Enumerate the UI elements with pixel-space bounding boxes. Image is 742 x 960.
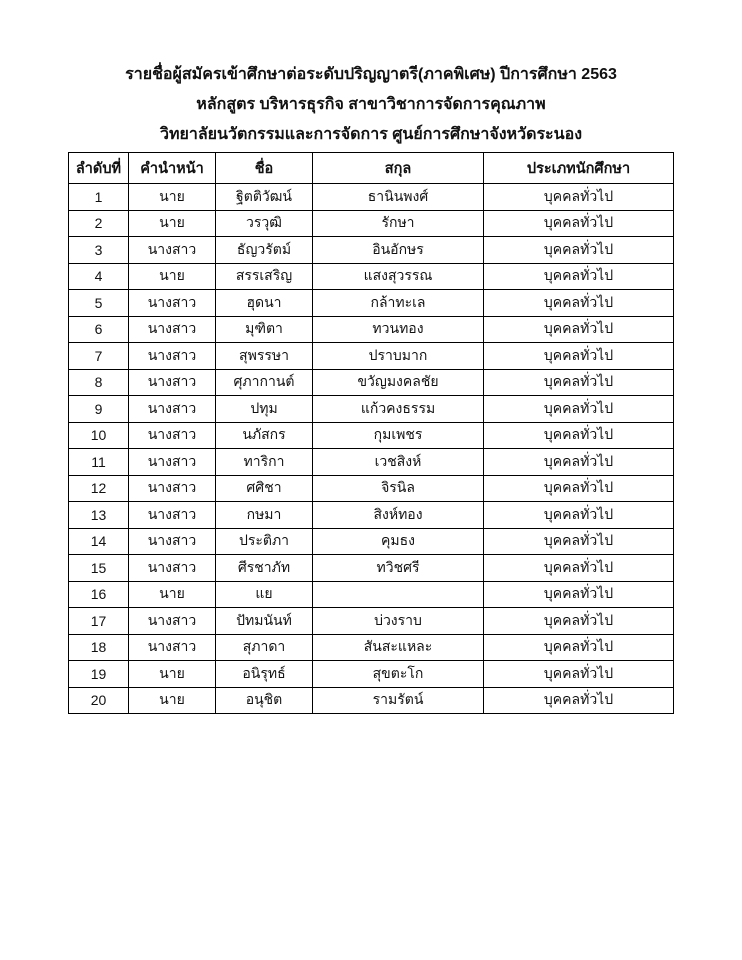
cell-first-name: ศศิชา bbox=[216, 475, 313, 502]
cell-title-prefix: นางสาว bbox=[129, 396, 216, 423]
cell-first-name: สุพรรษา bbox=[216, 343, 313, 370]
header-row bbox=[69, 153, 674, 184]
cell-number: 12 bbox=[69, 475, 129, 502]
cell-title-prefix: นางสาว bbox=[129, 316, 216, 343]
cell-number: 18 bbox=[69, 634, 129, 661]
cell-last-name: จิรนิล bbox=[313, 475, 484, 502]
cell-title-prefix: นาย bbox=[129, 661, 216, 688]
cell-last-name: รามรัตน์ bbox=[313, 687, 484, 714]
header-cell-first-name: ชื่อ bbox=[216, 153, 313, 184]
cell-number: 10 bbox=[69, 422, 129, 449]
cell-last-name: สิงห์ทอง bbox=[313, 502, 484, 529]
cell-title-prefix: นางสาว bbox=[129, 290, 216, 317]
cell-student-type: บุคคลทั่วไป bbox=[484, 687, 674, 714]
cell-first-name: วรวุฒิ bbox=[216, 210, 313, 237]
document-title-line-3: วิทยาลัยนวัตกรรมและการจัดการ ศูนย์การศึกษาจังหวัดระนอง bbox=[159, 126, 583, 143]
cell-number: 1 bbox=[69, 184, 129, 211]
table-row bbox=[69, 263, 674, 290]
cell-last-name: รักษา bbox=[313, 210, 484, 237]
cell-first-name: สรรเสริญ bbox=[216, 263, 313, 290]
table-row bbox=[69, 369, 674, 396]
cell-number: 17 bbox=[69, 608, 129, 635]
cell-last-name: สันสะแหละ bbox=[313, 634, 484, 661]
cell-student-type: บุคคลทั่วไป bbox=[484, 661, 674, 688]
cell-first-name: ฮุดนา bbox=[216, 290, 313, 317]
cell-first-name: แย bbox=[216, 581, 313, 608]
cell-title-prefix: นางสาว bbox=[129, 608, 216, 635]
document-title-line-1: รายชื่อผู้สมัครเข้าศึกษาต่อระดับปริญญาตรี(ภาคพิเศษ) ปีการศึกษา 2563 bbox=[125, 66, 617, 83]
table-row bbox=[69, 687, 674, 714]
table-row bbox=[69, 661, 674, 688]
cell-last-name: สุขตะโก bbox=[313, 661, 484, 688]
header-cell-number: ลำดับที่ bbox=[69, 153, 129, 184]
table-row bbox=[69, 634, 674, 661]
cell-title-prefix: นางสาว bbox=[129, 343, 216, 370]
applicant-table bbox=[68, 152, 674, 714]
cell-number: 3 bbox=[69, 237, 129, 264]
cell-student-type: บุคคลทั่วไป bbox=[484, 634, 674, 661]
applicant-table-body bbox=[69, 184, 674, 714]
table-row bbox=[69, 555, 674, 582]
applicant-table-header bbox=[69, 153, 674, 184]
cell-student-type: บุคคลทั่วไป bbox=[484, 475, 674, 502]
cell-first-name: ประติภา bbox=[216, 528, 313, 555]
cell-student-type: บุคคลทั่วไป bbox=[484, 184, 674, 211]
cell-student-type: บุคคลทั่วไป bbox=[484, 449, 674, 476]
cell-title-prefix: นางสาว bbox=[129, 634, 216, 661]
cell-first-name: ปทุม bbox=[216, 396, 313, 423]
cell-student-type: บุคคลทั่วไป bbox=[484, 608, 674, 635]
table-row bbox=[69, 528, 674, 555]
cell-student-type: บุคคลทั่วไป bbox=[484, 263, 674, 290]
cell-title-prefix: นาย bbox=[129, 687, 216, 714]
cell-number: 19 bbox=[69, 661, 129, 688]
cell-last-name: กุมเพชร bbox=[313, 422, 484, 449]
cell-student-type: บุคคลทั่วไป bbox=[484, 581, 674, 608]
cell-number: 11 bbox=[69, 449, 129, 476]
cell-student-type: บุคคลทั่วไป bbox=[484, 422, 674, 449]
cell-title-prefix: นางสาว bbox=[129, 528, 216, 555]
cell-last-name bbox=[313, 581, 484, 608]
cell-title-prefix: นาย bbox=[129, 263, 216, 290]
cell-student-type: บุคคลทั่วไป bbox=[484, 502, 674, 529]
cell-number: 6 bbox=[69, 316, 129, 343]
table-row bbox=[69, 343, 674, 370]
cell-first-name: ศุภากานต์ bbox=[216, 369, 313, 396]
cell-title-prefix: นางสาว bbox=[129, 475, 216, 502]
cell-student-type: บุคคลทั่วไป bbox=[484, 528, 674, 555]
cell-first-name: ทาริกา bbox=[216, 449, 313, 476]
cell-last-name: ธานินพงศ์ bbox=[313, 184, 484, 211]
cell-student-type: บุคคลทั่วไป bbox=[484, 237, 674, 264]
table-row bbox=[69, 210, 674, 237]
document-title-block bbox=[0, 60, 742, 150]
cell-first-name: สุภาดา bbox=[216, 634, 313, 661]
cell-last-name: อินอักษร bbox=[313, 237, 484, 264]
cell-number: 15 bbox=[69, 555, 129, 582]
cell-number: 14 bbox=[69, 528, 129, 555]
header-cell-title-prefix: คำนำหน้า bbox=[129, 153, 216, 184]
cell-last-name: ทวิชศรี bbox=[313, 555, 484, 582]
cell-student-type: บุคคลทั่วไป bbox=[484, 290, 674, 317]
cell-title-prefix: นางสาว bbox=[129, 555, 216, 582]
document-title-line-2: หลักสูตร บริหารธุรกิจ สาขาวิชาการจัดการคุณภาพ bbox=[196, 96, 546, 113]
cell-first-name: นภัสกร bbox=[216, 422, 313, 449]
table-row bbox=[69, 184, 674, 211]
cell-last-name: แสงสุวรรณ bbox=[313, 263, 484, 290]
cell-last-name: ปราบมาก bbox=[313, 343, 484, 370]
cell-title-prefix: นางสาว bbox=[129, 369, 216, 396]
cell-title-prefix: นางสาว bbox=[129, 502, 216, 529]
cell-number: 5 bbox=[69, 290, 129, 317]
table-row bbox=[69, 475, 674, 502]
table-row bbox=[69, 608, 674, 635]
cell-title-prefix: นางสาว bbox=[129, 237, 216, 264]
cell-first-name: ธัญวรัตม์ bbox=[216, 237, 313, 264]
cell-first-name: อนิรุทธ์ bbox=[216, 661, 313, 688]
cell-student-type: บุคคลทั่วไป bbox=[484, 316, 674, 343]
cell-title-prefix: นาย bbox=[129, 184, 216, 211]
cell-title-prefix: นางสาว bbox=[129, 449, 216, 476]
cell-student-type: บุคคลทั่วไป bbox=[484, 343, 674, 370]
cell-first-name: มุฑิตา bbox=[216, 316, 313, 343]
cell-first-name: ศีรชาภัท bbox=[216, 555, 313, 582]
cell-student-type: บุคคลทั่วไป bbox=[484, 555, 674, 582]
cell-last-name: บ่วงราบ bbox=[313, 608, 484, 635]
table-row bbox=[69, 581, 674, 608]
header-cell-student-type: ประเภทนักศึกษา bbox=[484, 153, 674, 184]
cell-student-type: บุคคลทั่วไป bbox=[484, 396, 674, 423]
cell-first-name: กษมา bbox=[216, 502, 313, 529]
table-row bbox=[69, 290, 674, 317]
table-row bbox=[69, 502, 674, 529]
table-row bbox=[69, 396, 674, 423]
cell-number: 16 bbox=[69, 581, 129, 608]
cell-first-name: ปัทมนันท์ bbox=[216, 608, 313, 635]
table-row bbox=[69, 316, 674, 343]
cell-last-name: ขวัญมงคลชัย bbox=[313, 369, 484, 396]
cell-number: 13 bbox=[69, 502, 129, 529]
cell-first-name: อนุชิต bbox=[216, 687, 313, 714]
table-row bbox=[69, 237, 674, 264]
table-row bbox=[69, 449, 674, 476]
cell-number: 4 bbox=[69, 263, 129, 290]
cell-number: 7 bbox=[69, 343, 129, 370]
cell-student-type: บุคคลทั่วไป bbox=[484, 210, 674, 237]
cell-student-type: บุคคลทั่วไป bbox=[484, 369, 674, 396]
cell-title-prefix: นางสาว bbox=[129, 422, 216, 449]
cell-last-name: คุมธง bbox=[313, 528, 484, 555]
cell-title-prefix: นาย bbox=[129, 210, 216, 237]
cell-first-name: ฐิตติวัฒน์ bbox=[216, 184, 313, 211]
header-cell-last-name: สกุล bbox=[313, 153, 484, 184]
cell-last-name: แก้วคงธรรม bbox=[313, 396, 484, 423]
cell-number: 2 bbox=[69, 210, 129, 237]
cell-title-prefix: นาย bbox=[129, 581, 216, 608]
cell-last-name: ทวนทอง bbox=[313, 316, 484, 343]
cell-last-name: เวชสิงห์ bbox=[313, 449, 484, 476]
cell-number: 9 bbox=[69, 396, 129, 423]
cell-number: 8 bbox=[69, 369, 129, 396]
table-row bbox=[69, 422, 674, 449]
cell-number: 20 bbox=[69, 687, 129, 714]
cell-last-name: กล้าทะเล bbox=[313, 290, 484, 317]
